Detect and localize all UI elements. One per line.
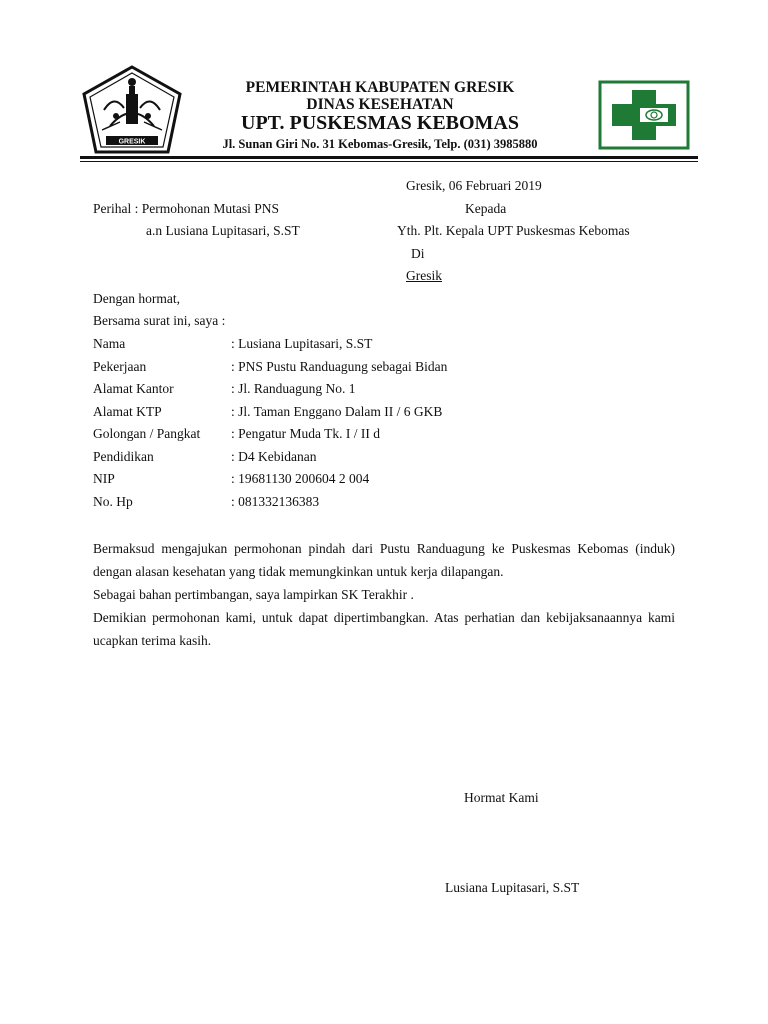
field-label: Alamat KTP	[93, 404, 162, 419]
field-label: Golongan / Pangkat	[93, 426, 201, 441]
field-label: No. Hp	[93, 494, 133, 509]
kop-line3: UPT. PUSKESMAS KEBOMAS	[241, 112, 519, 134]
gresik-emblem-logo	[80, 64, 184, 158]
recipient-kepada: Kepada	[465, 201, 507, 216]
kop-divider-thin	[80, 161, 698, 162]
field-value: : PNS Pustu Randuagung sebagai Bidan	[231, 359, 448, 374]
field-value: : 081332136383	[231, 494, 320, 509]
puskesmas-cross-logo	[598, 80, 690, 150]
kop-divider	[80, 156, 698, 159]
field-value: : Jl. Taman Enggano Dalam II / 6 GKB	[231, 404, 443, 419]
field-value: : 19681130 200604 2 004	[231, 471, 370, 486]
closing-salutation: Hormat Kami	[464, 790, 539, 805]
paragraph-attachment: Sebagai bahan pertimbangan, saya lampirkan SK Terakhir .	[93, 587, 414, 602]
recipient-di: Di	[411, 246, 425, 261]
intro-line: Bersama surat ini, saya :	[93, 313, 226, 328]
perihal-line1: Perihal : Permohonan Mutasi PNS	[93, 201, 279, 216]
kop-line1: PEMERINTAH KABUPATEN GRESIK	[245, 79, 515, 96]
field-label: Pekerjaan	[93, 359, 147, 374]
signer-name: Lusiana Lupitasari, S.ST	[445, 880, 580, 895]
kop-address: Jl. Sunan Giri No. 31 Kebomas-Gresik, Telp. (031) 3985880	[222, 137, 538, 151]
field-value: : Lusiana Lupitasari, S.ST	[231, 336, 373, 351]
kop-line2: DINAS KESEHATAN	[306, 96, 454, 113]
field-label: Nama	[93, 336, 126, 351]
field-label: NIP	[93, 471, 115, 486]
paragraph-request: Bermaksud mengajukan permohonan pindah dari Pustu Randuagung ke Puskesmas Kebomas (induk) dengan alasan kesehatan yang tidak memungkinkan untuk kerja dilapangan.	[93, 541, 675, 579]
logo-text: GRESIK	[118, 138, 146, 146]
recipient-name: Yth. Plt. Kepala UPT Puskesmas Kebomas	[397, 223, 630, 238]
field-label: Alamat Kantor	[93, 381, 174, 396]
recipient-city: Gresik	[406, 268, 442, 283]
greeting: Dengan hormat,	[93, 291, 180, 306]
field-value: : Pengatur Muda Tk. I / II d	[231, 426, 380, 441]
field-label: Pendidikan	[93, 449, 154, 464]
field-value: : D4 Kebidanan	[231, 449, 317, 464]
letter-date: Gresik, 06 Februari 2019	[406, 178, 542, 193]
perihal-line2: a.n Lusiana Lupitasari, S.ST	[146, 223, 300, 238]
paragraph-closing: Demikian permohonan kami, untuk dapat dipertimbangkan. Atas perhatian dan kebijaksanaannya kami ucapkan terima kasih.	[93, 610, 675, 648]
field-value: : Jl. Randuagung No. 1	[231, 381, 356, 396]
